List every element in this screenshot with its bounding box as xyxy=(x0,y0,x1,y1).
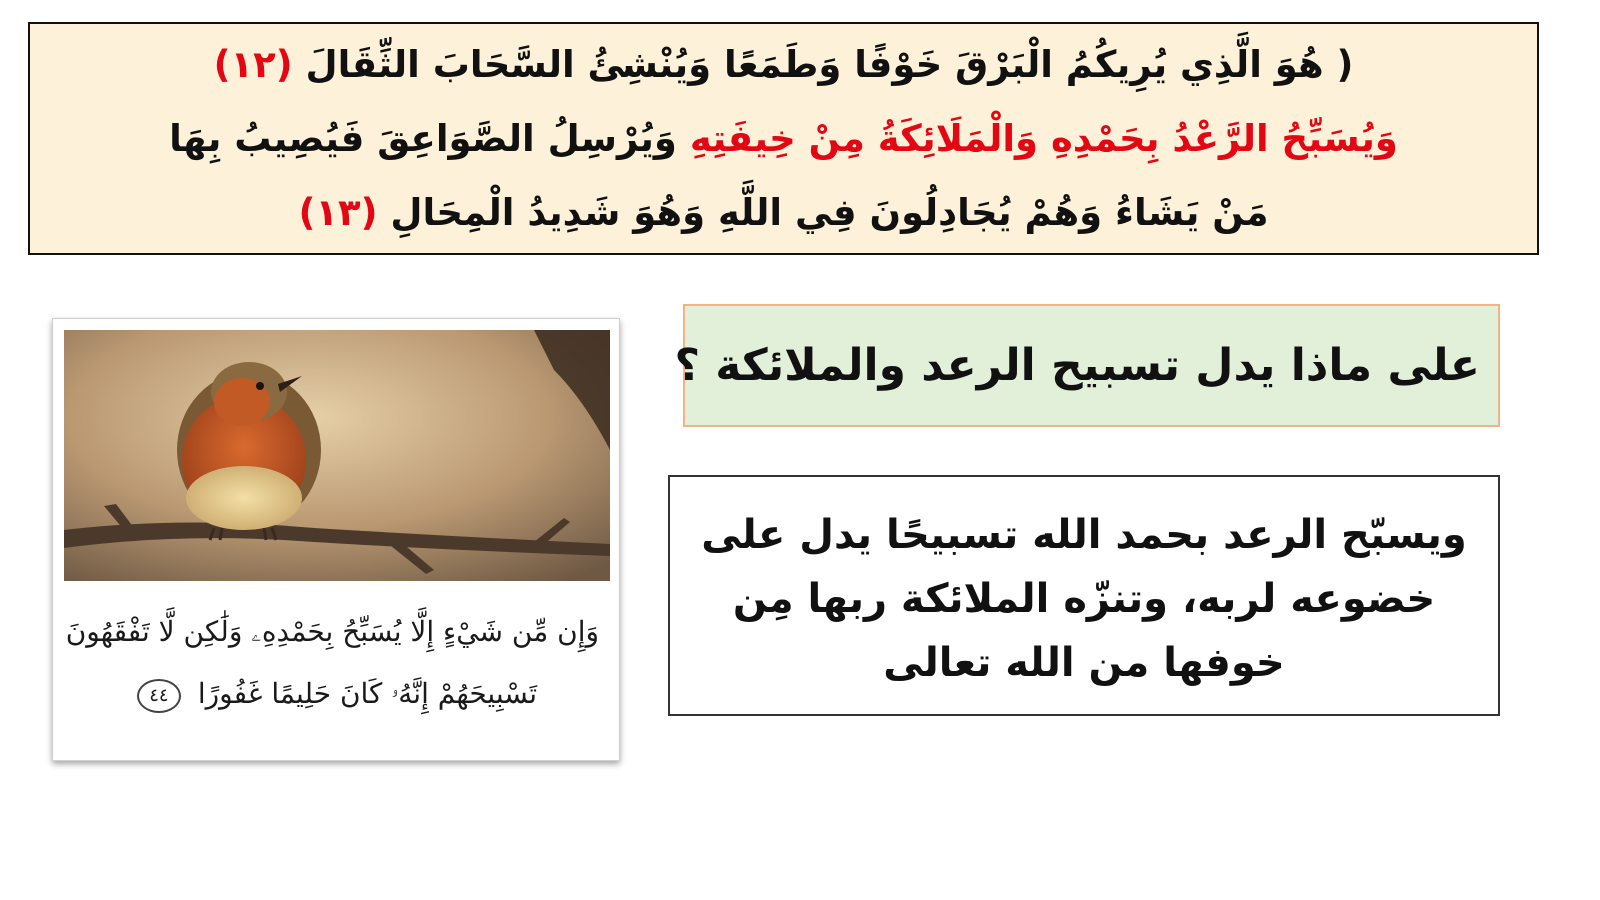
ayah-number-badge: ٤٤ xyxy=(137,679,181,713)
question-text: على ماذا يدل تسبيح الرعد والملائكة ؟ xyxy=(674,340,1480,391)
verse-line-3-text: مَنْ يَشَاءُ وَهُمْ يُجَادِلُونَ فِي اللَّهِ وَهُوَ شَدِيدُ الْمِحَالِ xyxy=(390,191,1269,234)
verse-line-1 xyxy=(48,28,1519,102)
answer-text: ويسبّح الرعد بحمد الله تسبيحًا يدل على خضوعه لربه، وتنزّه الملائكة ربها مِن خوفها من الله تعالى xyxy=(701,512,1467,686)
verse-line-2-text: وَيُرْسِلُ الصَّوَاعِقَ فَيُصِيبُ بِهَا xyxy=(169,117,677,160)
verse-line-3 xyxy=(48,176,1519,250)
quran-ayah xyxy=(65,601,599,725)
image-card xyxy=(52,318,620,761)
answer-box xyxy=(668,475,1500,716)
verse-highlight: وَيُسَبِّحُ الرَّعْدُ بِحَمْدِهِ وَالْمَلَائِكَةُ مِنْ خِيفَتِهِ xyxy=(689,117,1398,160)
verse-line-1-text: ( هُوَ الَّذِي يُرِيكُمُ الْبَرْقَ خَوْفًا وَطَمَعًا وَيُنْشِئُ السَّحَابَ الثِّقَالَ xyxy=(305,43,1354,86)
ayah-line-2 xyxy=(75,663,599,725)
robin-bird-image xyxy=(64,330,610,581)
ayah-line-1: وَإِن مِّن شَيْءٍ إِلَّا يُسَبِّحُ بِحَمْدِهِۦ وَلَٰكِن لَّا تَفْقَهُونَ xyxy=(65,615,599,648)
verse-number-13: (١٣) xyxy=(298,191,378,234)
verse-line-2 xyxy=(48,102,1519,176)
verse-box xyxy=(28,22,1539,255)
question-box xyxy=(674,304,1500,427)
ayah-line-2-text: تَسْبِيحَهُمْ إِنَّهُۥ كَانَ حَلِيمًا غَفُورًا xyxy=(197,677,538,710)
verse-number-12: (١٢) xyxy=(213,43,293,86)
bird-photo-icon xyxy=(64,330,610,581)
